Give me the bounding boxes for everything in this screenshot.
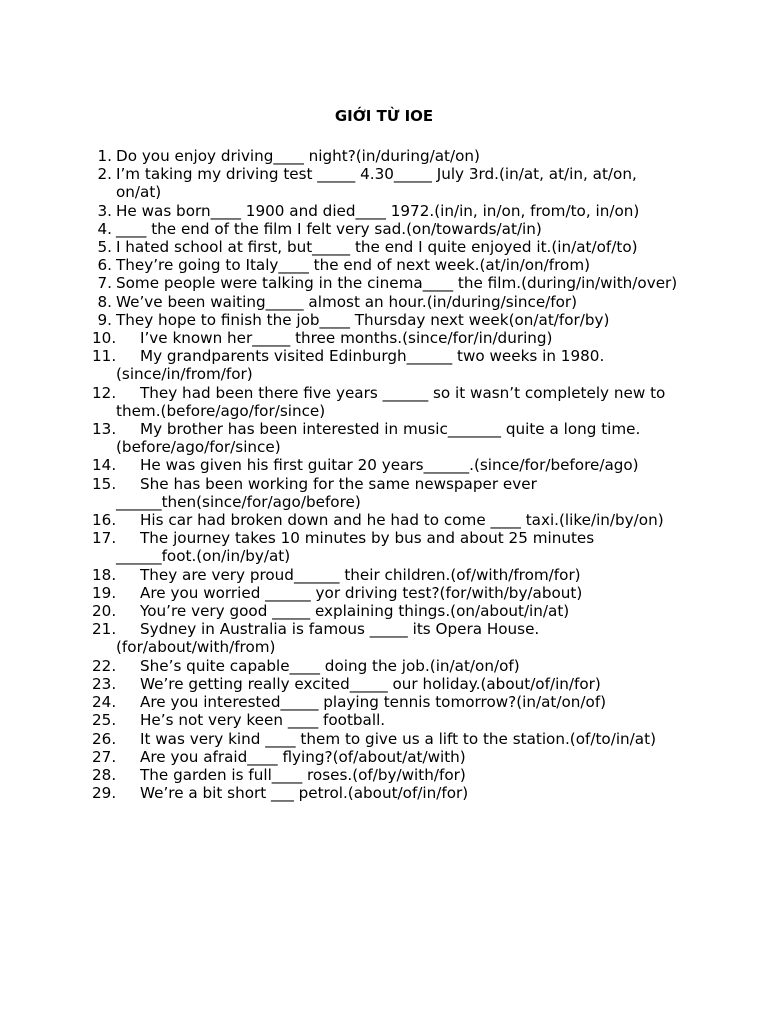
question-text: I’m taking my driving test _____ 4.30_____ July 3rd.(in/at, at/in, at/on, on/at): [116, 165, 637, 202]
question-text: She’s quite capable____ doing the job.(in/at/on/of): [140, 656, 520, 675]
question-item: [88, 675, 678, 693]
question-item: [88, 274, 678, 292]
question-text: His car had broken down and he had to come ____ taxi.(like/in/by/on): [140, 511, 664, 530]
question-item: [88, 347, 678, 383]
question-number: 17.: [92, 529, 117, 548]
question-number: 5.: [97, 238, 112, 257]
question-item: [88, 566, 678, 584]
question-item: [88, 784, 678, 802]
question-number: 25.: [92, 711, 117, 730]
question-item: [88, 293, 678, 311]
question-item: [88, 256, 678, 274]
question-number: 3.: [97, 201, 112, 220]
question-text: I’ve known her_____ three months.(since/for/in/during): [140, 329, 553, 348]
question-item: [88, 147, 678, 165]
question-text: Are you interested_____ playing tennis tomorrow?(in/at/on/of): [140, 693, 607, 712]
question-item: [88, 602, 678, 620]
question-item: [88, 165, 678, 201]
question-number: 23.: [92, 674, 117, 693]
question-text: Are you afraid____ flying?(of/about/at/with): [140, 747, 466, 766]
question-item: [88, 202, 678, 220]
question-item: [88, 711, 678, 729]
question-item: [88, 511, 678, 529]
question-number: 10.: [92, 329, 117, 348]
question-number: 7.: [97, 274, 112, 293]
question-text: They are very proud______ their children.(of/with/from/for): [140, 565, 581, 584]
question-text: She has been working for the same newspaper ever ______then(since/for/ago/before): [116, 474, 537, 511]
question-item: [88, 238, 678, 256]
question-text: My grandparents visited Edinburgh______ two weeks in 1980.(since/in/from/for): [116, 347, 605, 384]
question-number: 14.: [92, 456, 117, 475]
question-number: 28.: [92, 765, 117, 784]
question-item: [88, 620, 678, 656]
question-list: [88, 147, 678, 802]
question-number: 18.: [92, 565, 117, 584]
question-item: [88, 584, 678, 602]
question-item: [88, 766, 678, 784]
question-text: Are you worried ______ yor driving test?(for/with/by/about): [140, 583, 583, 602]
question-number: 13.: [92, 420, 117, 439]
question-item: [88, 220, 678, 238]
question-text: I hated school at first, but_____ the end I quite enjoyed it.(in/at/of/to): [116, 238, 638, 257]
question-number: 21.: [92, 620, 117, 639]
question-text: The journey takes 10 minutes by bus and about 25 minutes ______foot.(on/in/by/at): [116, 529, 595, 566]
question-text: He’s not very keen ____ football.: [140, 711, 386, 730]
question-text: He was given his first guitar 20 years______.(since/for/before/ago): [140, 456, 639, 475]
question-item: [88, 475, 678, 511]
question-item: [88, 384, 678, 420]
question-item: [88, 420, 678, 456]
question-item: [88, 693, 678, 711]
question-number: 19.: [92, 583, 117, 602]
question-item: [88, 329, 678, 347]
question-number: 20.: [92, 602, 117, 621]
question-text: You’re very good _____ explaining things.(on/about/in/at): [140, 602, 570, 621]
question-item: [88, 748, 678, 766]
question-item: [88, 311, 678, 329]
question-number: 6.: [97, 256, 112, 275]
question-text: They’re going to Italy____ the end of next week.(at/in/on/from): [116, 256, 591, 275]
question-text: Do you enjoy driving____ night?(in/during/at/on): [116, 147, 480, 165]
question-text: ____ the end of the film I felt very sad.(on/towards/at/in): [116, 219, 542, 238]
question-number: 22.: [92, 656, 117, 675]
question-text: They had been there five years ______ so it wasn’t completely new to them.(before/ago/for/since): [116, 383, 666, 420]
question-text: Some people were talking in the cinema____ the film.(during/in/with/over): [116, 274, 678, 293]
question-number: 9.: [97, 310, 112, 329]
question-number: 15.: [92, 474, 117, 493]
question-text: We’re getting really excited_____ our holiday.(about/of/in/for): [140, 674, 601, 693]
question-text: My brother has been interested in music_______ quite a long time.(before/ago/for/since): [116, 420, 641, 457]
question-number: 1.: [97, 147, 112, 165]
question-text: The garden is full____ roses.(of/by/with/for): [140, 765, 466, 784]
question-number: 2.: [97, 165, 112, 184]
question-text: He was born____ 1900 and died____ 1972.(in/in, in/on, from/to, in/on): [116, 201, 640, 220]
question-number: 4.: [97, 219, 112, 238]
question-text: We’ve been waiting_____ almost an hour.(in/during/since/for): [116, 292, 578, 311]
question-number: 11.: [92, 347, 117, 366]
document-title: GIỚI TỪ IOE: [334, 107, 434, 125]
question-number: 27.: [92, 747, 117, 766]
question-item: [88, 730, 678, 748]
question-item: [88, 657, 678, 675]
question-number: 26.: [92, 729, 117, 748]
question-text: It was very kind ____ them to give us a lift to the station.(of/to/in/at): [140, 729, 656, 748]
question-text: We’re a bit short ___ petrol.(about/of/in/for): [140, 784, 469, 803]
question-number: 24.: [92, 693, 117, 712]
question-number: 16.: [92, 511, 117, 530]
question-item: [88, 529, 678, 565]
question-text: They hope to finish the job____ Thursday next week(on/at/for/by): [116, 310, 610, 329]
question-text: Sydney in Australia is famous _____ its Opera House.(for/about/with/from): [116, 620, 540, 657]
question-number: 12.: [92, 383, 117, 402]
question-number: 29.: [92, 784, 117, 803]
question-item: [88, 456, 678, 474]
question-number: 8.: [97, 292, 112, 311]
